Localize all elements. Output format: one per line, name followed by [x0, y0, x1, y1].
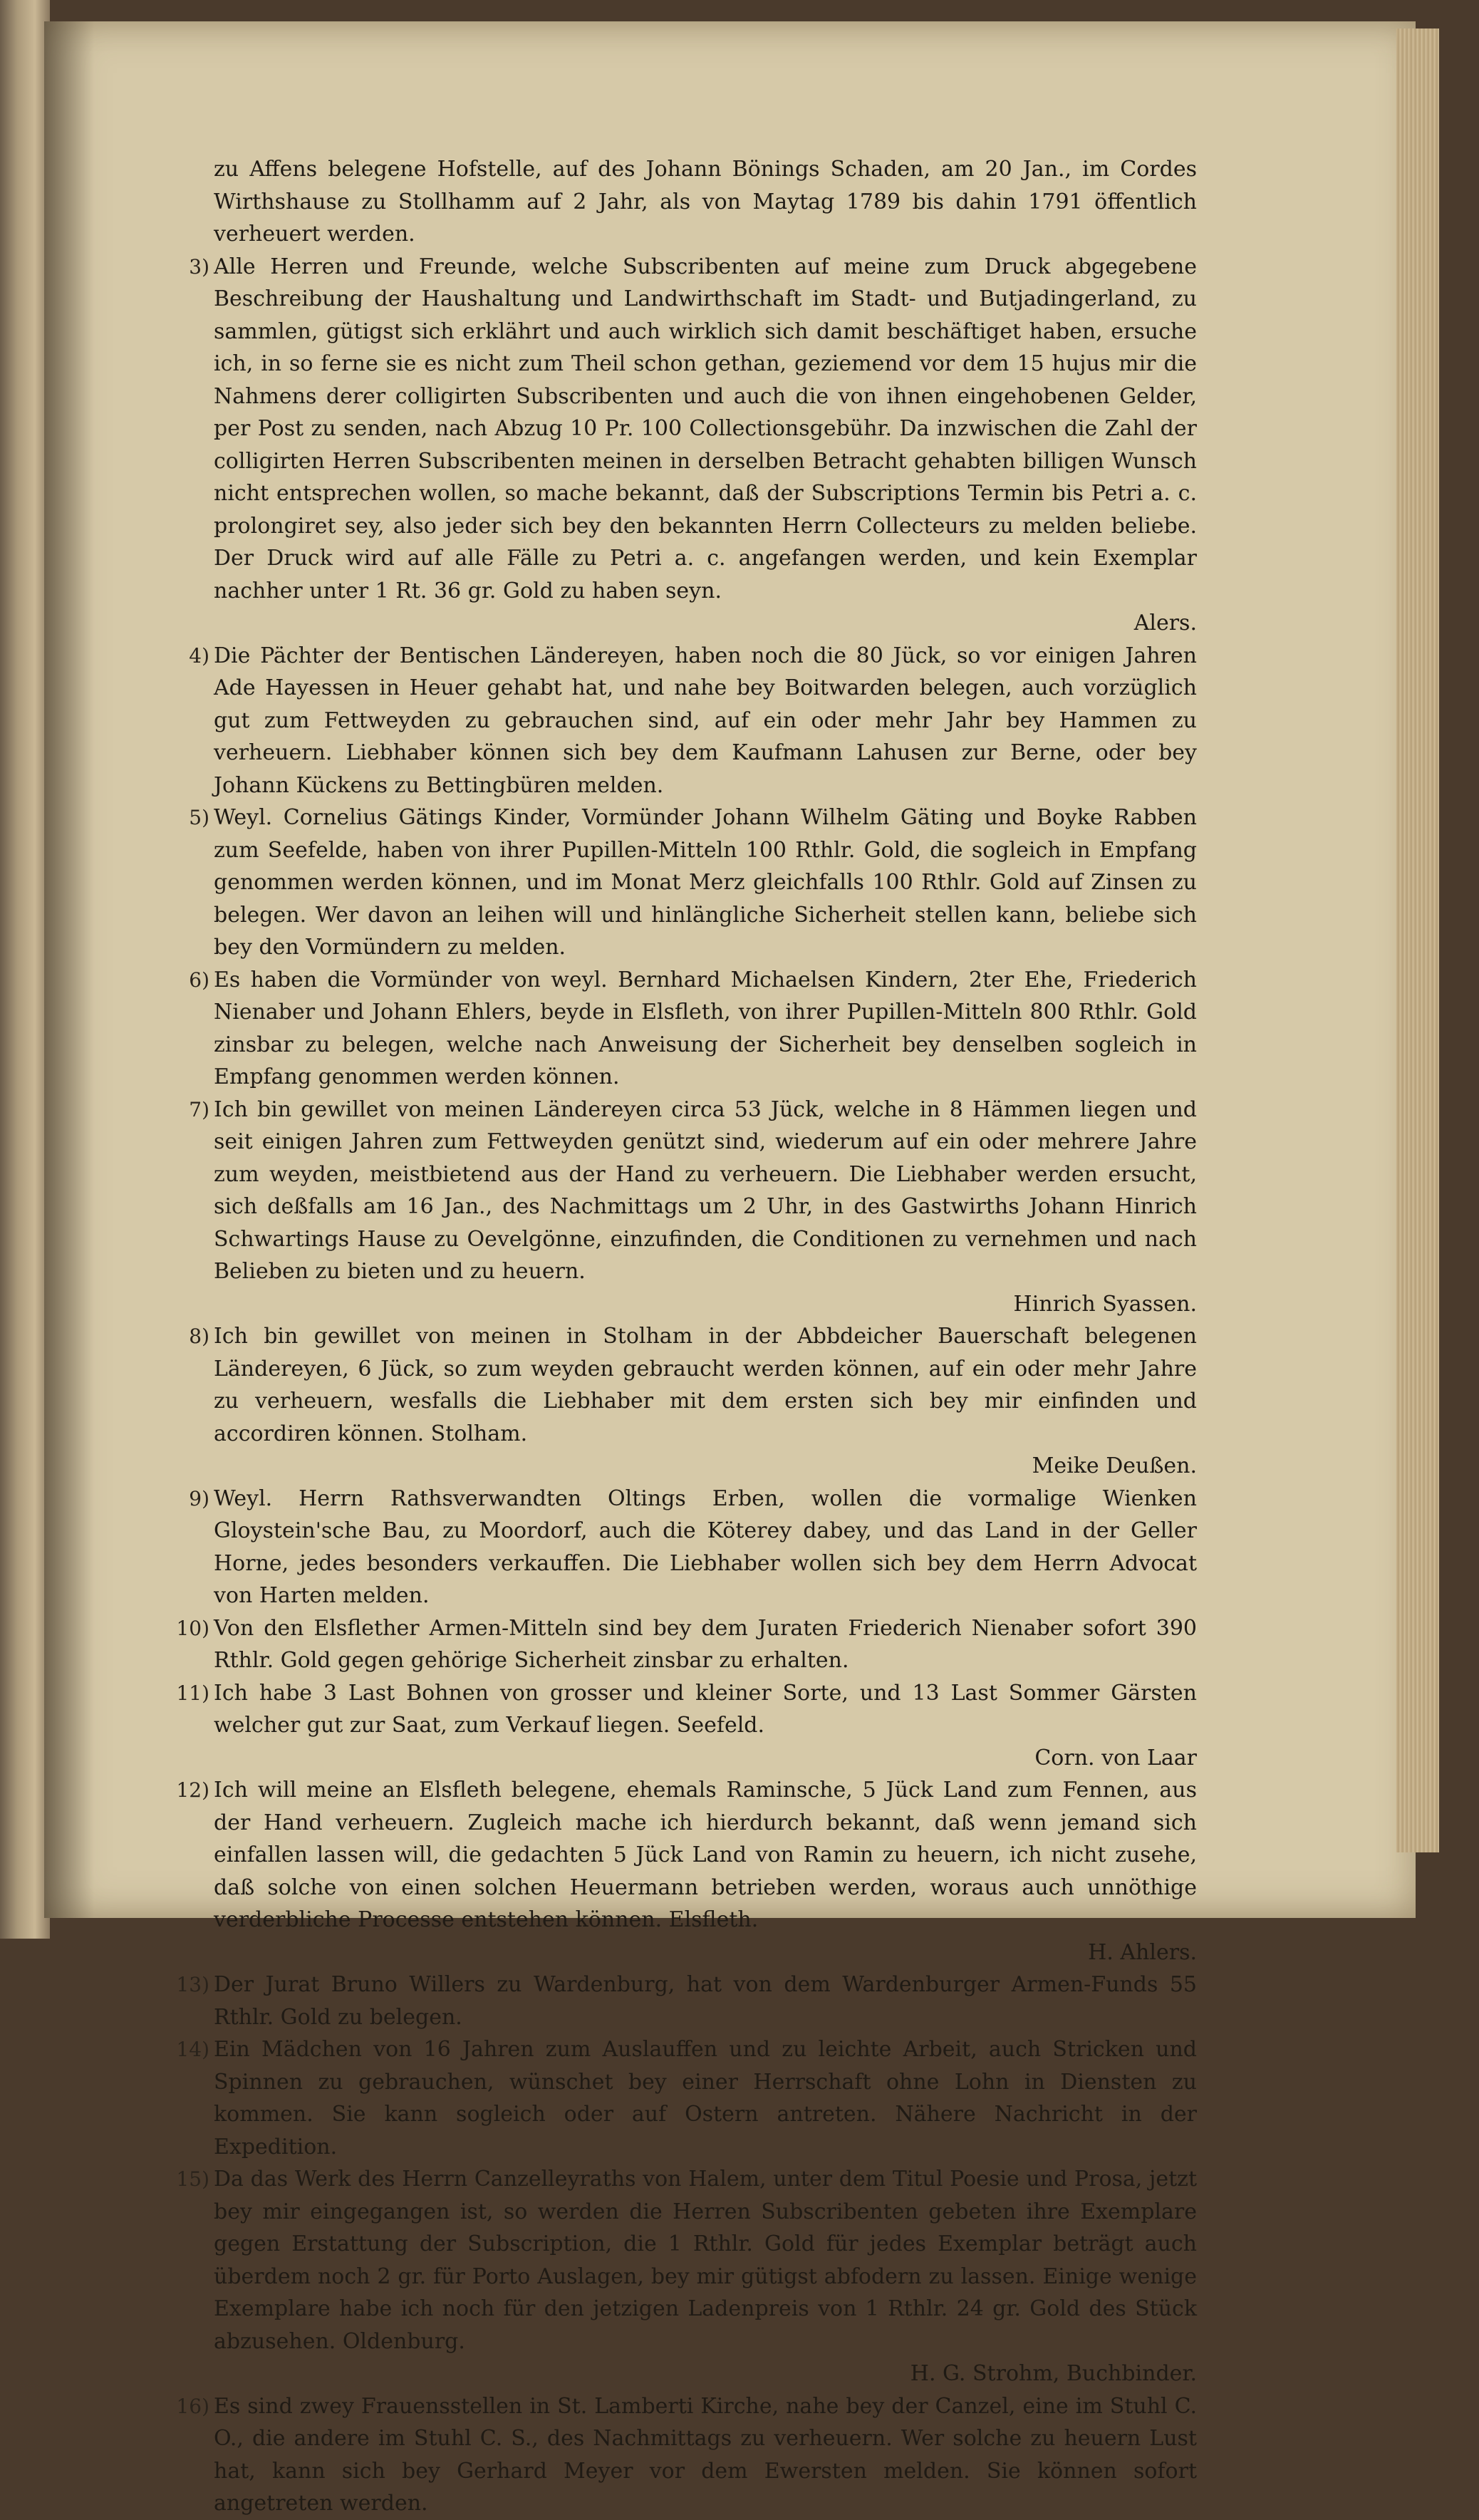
entry-signature: H. G. Strohm, Buchbinder.	[910, 2361, 1197, 2386]
entry-signature: H. Ahlers.	[1088, 1939, 1197, 1965]
entry-text: Ein Mädchen von 16 Jahren zum Auslauffen und zu leichte Arbeit, auch Stricken und Spinnen zu gebrauchen, wünschet bey einer Herrschaft ohne Lohn in Diensten zu kommen. Sie kann sogleich oder auf Ostern antreten. Nähere Nachricht in der Expedition.	[214, 2037, 1197, 2159]
entry-number: 12)	[176, 1778, 209, 1802]
entry-signature: Alers.	[1133, 611, 1197, 636]
announcement-14	[176, 2033, 1197, 2163]
announcement-3	[189, 251, 1197, 640]
announcement-continuation	[214, 153, 1197, 251]
entry-text: Alle Herren und Freunde, welche Subscribenten auf meine zum Druck abgegebene Beschreibung der Haushaltung und Landwirthschaft im Stadt- und Butjadingerland, zu sammlen, gütigst sich erklährt und auch wirklich sich damit beschäftiget haben, ersuche ich, in so ferne sie es nicht zum Theil schon gethan, geziemend vor dem 15 hujus mir die Nahmens derer colligirten Subscribenten und auch die von ihnen eingehobenen Gelder, per Post zu senden, nach Abzug 10 Pr. 100 Collectionsgebühr. Da inzwischen die Zahl der colligirten Herren Subscribenten meinen in derselben Betracht gehabten billigen Wunsch nicht entsprechen wollen, so mache bekannt, daß der Subscriptions Termin bis Petri a. c. prolongiret sey, also jeder sich bey den bekannten Herrn Collecteurs zu melden beliebe. Der Druck wird auf alle Fälle zu Petri a. c. angefangen werden, und kein Exemplar nachher unter 1 Rt. 36 gr. Gold zu haben seyn.	[214, 254, 1197, 603]
announcement-15	[176, 2163, 1197, 2390]
facing-page-edge	[0, 0, 50, 1939]
entry-number: 3)	[189, 254, 209, 279]
entry-number: 11)	[176, 1681, 209, 1705]
announcement-16	[176, 2390, 1197, 2520]
entry-text: Ich bin gewillet von meinen in Stolham in der Abbdeicher Bauerschaft belegenen Ländereyen, 6 Jück, so zum weyden gebraucht werden können, auf ein oder mehr Jahre zu verheuern, wesfalls die Liebhaber mit dem ersten sich bey mir einfinden und accordiren können. Stolham.	[214, 1324, 1197, 1446]
entry-number: 13)	[176, 1973, 209, 1996]
entry-text: Da das Werk des Herrn Canzelleyraths von Halem, unter dem Titul Poesie und Prosa, jetzt bey mir eingegangen ist, so werden die Herren Subscribenten gebeten ihre Exemplare gegen Erstattung der Subscription, die 1 Rthlr. Gold für jedes Exemplar beträgt auch überdem noch 2 gr. für Porto Auslagen, bey mir gütigst abfodern zu lassen. Einige wenige Exemplare habe ich noch für den jetzigen Ladenpreis von 1 Rthlr. 24 gr. Gold des Stück abzusehen. Oldenburg.	[214, 2167, 1197, 2354]
spine-shadow	[44, 21, 94, 1918]
announcement-5	[189, 802, 1197, 964]
entry-number: 10)	[176, 1616, 209, 1640]
entry-number: 6)	[189, 968, 209, 992]
entry-signature: Corn. von Laar	[1034, 1745, 1197, 1770]
entry-number: 15)	[176, 2167, 209, 2191]
announcement-8	[189, 1320, 1197, 1483]
entry-text: Der Jurat Bruno Willers zu Wardenburg, hat von dem Wardenburger Armen-Funds 55 Rthlr. Gold zu belegen.	[214, 1972, 1197, 2030]
entry-text: Weyl. Cornelius Gätings Kinder, Vormünder Johann Wilhelm Gäting und Boyke Rabben zum Seefelde, haben von ihrer Pupillen-Mitteln 100 Rthlr. Gold, die sogleich in Empfang genommen werden können, und im Monat Merz gleichfalls 100 Rthlr. Gold auf Zinsen zu belegen. Wer davon an leihen will und hinlängliche Sicherheit stellen kann, beliebe sich bey den Vormündern zu melden.	[214, 805, 1197, 960]
entry-text: Die Pächter der Bentischen Ländereyen, haben noch die 80 Jück, so vor einigen Jahren Ade Hayessen in Heuer gehabt hat, und nahe bey Boitwarden belegen, auch vorzüglich gut zum Fettweyden zu gebrauchen sind, auf ein oder mehr Jahr bey Hammen zu verheuern. Liebhaber können sich bey dem Kaufmann Lahusen zur Berne, oder bey Johann Kückens zu Bettingbüren melden.	[214, 643, 1197, 798]
entry-text: Von den Elsflether Armen-Mitteln sind bey dem Juraten Friederich Nienaber sofort 390 Rthlr. Gold gegen gehörige Sicherheit zinsbar zu erhalten.	[214, 1615, 1197, 1673]
announcements-column	[176, 153, 1197, 2520]
entry-number: 9)	[189, 1486, 209, 1510]
announcement-9	[189, 1483, 1197, 1612]
entry-text: Ich will meine an Elsfleth belegene, ehemals Raminsche, 5 Jück Land zum Fennen, aus der Hand verheuern. Zugleich mache ich hierdurch bekannt, daß wenn jemand sich einfallen lassen will, die gedachten 5 Jück Land von Ramin zu heuern, ich nicht zusehe, daß solche von einen solchen Heuermann betrieben werden, woraus auch unnöthige verderbliche Processe entstehen können. Elsfleth.	[214, 1778, 1197, 1932]
entry-text: zu Affens belegene Hofstelle, auf des Johann Bönings Schaden, am 20 Jan., im Cordes Wirthshause zu Stollhamm auf 2 Jahr, als von Maytag 1789 bis dahin 1791 öffentlich verheuert werden.	[214, 157, 1197, 247]
entry-text: Weyl. Herrn Rathsverwandten Oltings Erben, wollen die vormalige Wienken Gloystein'sche Bau, zu Moordorf, auch die Köterey dabey, und das Land in der Geller Horne, jedes besonders verkauffen. Die Liebhaber wollen sich bey dem Herrn Advocat von Harten melden.	[214, 1485, 1197, 1608]
entry-text: Es sind zwey Frauensstellen in St. Lamberti Kirche, nahe bey der Canzel, eine im Stuhl C. O., die andere im Stuhl C. S., des Nachmittags zu verheuern. Wer solche zu heuern Lust hat, kann sich bey Gerhard Meyer vor dem Ewersten melden. Sie können sofort angetreten werden.	[214, 2393, 1197, 2516]
entry-number: 16)	[176, 2394, 209, 2418]
entry-text: Es haben die Vormünder von weyl. Bernhard Michaelsen Kindern, 2ter Ehe, Friederich Nienaber und Johann Ehlers, beyde in Elsfleth, von ihrer Pupillen-Mitteln 800 Rthlr. Gold zinsbar zu belegen, welche nach Anweisung der Sicherheit bey denselben sogleich in Empfang genommen werden können.	[214, 967, 1197, 1089]
announcement-10	[176, 1612, 1197, 1677]
entry-number: 14)	[176, 2038, 209, 2061]
announcement-12	[176, 1774, 1197, 1969]
entry-text: Ich habe 3 Last Bohnen von grosser und kleiner Sorte, und 13 Last Sommer Gärsten welcher gut zur Saat, zum Verkauf liegen. Seefeld.	[214, 1680, 1197, 1738]
announcement-6	[189, 964, 1197, 1094]
page-stack-edge	[1396, 28, 1439, 1852]
entry-text: Ich bin gewillet von meinen Ländereyen circa 53 Jück, welche in 8 Hämmen liegen und seit einigen Jahren zum Fettweyden genützt sind, wiederum auf ein oder mehrere Jahre zum weyden, meistbietend aus der Hand zu verheuern. Die Liebhaber werden ersucht, sich deßfalls am 16 Jan., des Nachmittags um 2 Uhr, in des Gastwirths Johann Hinrich Schwartings Hause zu Oevelgönne, einzufinden, die Conditionen zu vernehmen und nach Belieben zu bieten und zu heuern.	[214, 1096, 1197, 1284]
announcement-4	[189, 640, 1197, 802]
entry-number: 7)	[189, 1097, 209, 1121]
entry-signature: Meike Deußen.	[1032, 1453, 1197, 1478]
announcement-7	[189, 1094, 1197, 1321]
entry-number: 4)	[189, 643, 209, 668]
entry-number: 5)	[189, 806, 209, 829]
announcement-11	[176, 1677, 1197, 1775]
entry-signature: Hinrich Syassen.	[1013, 1291, 1197, 1317]
entry-number: 8)	[189, 1324, 209, 1348]
announcement-13	[176, 1969, 1197, 2033]
